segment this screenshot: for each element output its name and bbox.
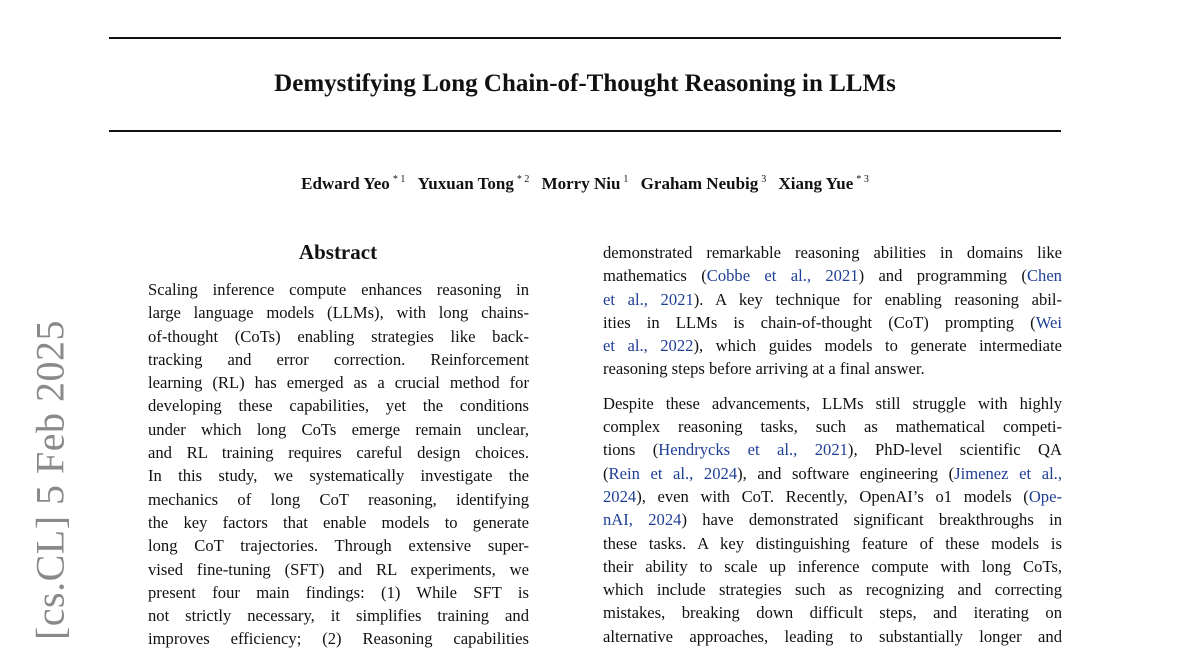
text-run: tions ( bbox=[603, 440, 659, 460]
author bbox=[779, 172, 869, 196]
abstract-line: tracking and error correction. Reinforcement bbox=[148, 349, 529, 369]
author-affiliation-marks: * 1 bbox=[392, 174, 406, 185]
abstract-line: of-thought (CoTs) enabling strategies like back- bbox=[148, 326, 529, 346]
citation-link[interactable]: 2024 bbox=[603, 486, 637, 506]
author-affiliation-marks: 3 bbox=[761, 174, 767, 185]
citation-link[interactable]: Cobbe et al., 2021 bbox=[706, 266, 859, 286]
abstract-line: large language models (LLMs), with long chains- bbox=[148, 303, 529, 323]
text-line: alternative approaches, leading to substantially longer and bbox=[603, 626, 1062, 646]
text-line bbox=[603, 334, 1062, 357]
text-line bbox=[603, 485, 1062, 508]
text-line bbox=[603, 462, 1062, 485]
abstract-line: Scaling inference compute enhances reasoning in bbox=[148, 280, 529, 299]
title-top-rule bbox=[109, 37, 1061, 39]
citation-link[interactable]: Wei bbox=[1035, 312, 1062, 332]
introduction-body bbox=[603, 241, 1062, 648]
abstract-line: under which long CoTs emerge remain unclear, bbox=[148, 419, 529, 439]
abstract-line: vised fine-tuning (SFT) and RL experiments, we bbox=[148, 559, 529, 579]
author-name: Edward Yeo bbox=[301, 174, 390, 193]
text-line: these tasks. A key distinguishing feature of these models is bbox=[603, 533, 1062, 553]
citation-link[interactable]: Jimenez et al., bbox=[954, 463, 1062, 483]
abstract-line: present four main findings: (1) While SFT is bbox=[148, 582, 529, 602]
text-run: ) and programming ( bbox=[858, 266, 1027, 286]
citation-link[interactable]: Rein et al., 2024 bbox=[608, 463, 738, 483]
abstract-line: mechanics of long CoT reasoning, identifying bbox=[148, 489, 529, 509]
text-line bbox=[603, 438, 1062, 461]
author-affiliation-marks: * 3 bbox=[856, 174, 869, 185]
text-run: ), PhD-level scientific QA bbox=[847, 440, 1063, 460]
title-bottom-rule bbox=[109, 130, 1061, 132]
text-line: which include strategies such as recognizing and correcting bbox=[603, 580, 1062, 600]
author-list bbox=[109, 172, 1061, 196]
author bbox=[301, 172, 405, 196]
abstract-line: learning (RL) has emerged as a crucial method for bbox=[148, 373, 529, 393]
citation-link[interactable]: Ope- bbox=[1028, 486, 1062, 506]
abstract-line: developing these capabilities, yet the conditions bbox=[148, 396, 529, 416]
text-run: ), and software engineering ( bbox=[737, 463, 955, 483]
text-line bbox=[603, 264, 1062, 287]
text-line bbox=[603, 508, 1062, 531]
abstract-line: long CoT trajectories. Through extensive super- bbox=[148, 536, 529, 556]
abstract-line: the key factors that enable models to generate bbox=[148, 512, 529, 532]
citation-link[interactable]: nAI, 2024 bbox=[603, 510, 682, 530]
abstract-line: In this study, we systematically investigate the bbox=[148, 466, 529, 486]
text-line bbox=[603, 288, 1062, 311]
abstract-line: improves efficiency; (2) Reasoning capabilities bbox=[148, 629, 529, 648]
abstract-line: not strictly necessary, it simplifies training and bbox=[148, 606, 529, 626]
author-name: Yuxuan Tong bbox=[417, 174, 514, 193]
author-name: Graham Neubig bbox=[640, 174, 759, 193]
citation-link[interactable]: Chen bbox=[1026, 266, 1062, 286]
author bbox=[641, 172, 767, 196]
text-run: ( bbox=[603, 463, 609, 483]
author-name: Xiang Yue bbox=[778, 174, 854, 193]
author-affiliation-marks: 1 bbox=[623, 174, 629, 185]
text-line: mistakes, breaking down difficult steps, and iterating on bbox=[603, 603, 1062, 623]
text-line: reasoning steps before arriving at a final answer. bbox=[603, 359, 925, 379]
abstract-line: and RL training requires careful design choices. bbox=[148, 443, 529, 463]
citation-link[interactable]: et al., 2021 bbox=[603, 289, 694, 309]
text-line: Despite these advancements, LLMs still struggle with highly bbox=[603, 393, 1062, 413]
citation-link[interactable]: et al., 2022 bbox=[603, 336, 694, 356]
abstract-heading: Abstract bbox=[298, 240, 378, 264]
text-run: ) have demonstrated significant breakthroughs in bbox=[681, 510, 1062, 530]
author bbox=[418, 172, 530, 196]
author-affiliation-marks: * 2 bbox=[516, 174, 530, 185]
paragraph bbox=[603, 392, 1062, 648]
author bbox=[542, 172, 629, 196]
text-line: demonstrated remarkable reasoning abilities in domains like bbox=[603, 243, 1062, 262]
text-run: ities in LLMs is chain-of-thought (CoT) prompting ( bbox=[603, 312, 1036, 332]
text-line bbox=[603, 311, 1062, 334]
abstract-body bbox=[148, 278, 529, 648]
citation-link[interactable]: Hendrycks et al., 2021 bbox=[658, 440, 848, 460]
text-run: ), which guides models to generate intermediate bbox=[693, 336, 1062, 356]
text-run: mathematics ( bbox=[603, 266, 707, 286]
paragraph bbox=[603, 241, 1062, 381]
text-run: ), even with CoT. Recently, OpenAI’s o1 models ( bbox=[636, 486, 1029, 506]
paper-title: Demystifying Long Chain-of-Thought Reasoning in LLMs bbox=[274, 70, 896, 97]
text-line: their ability to scale up inference compute with long CoTs, bbox=[603, 556, 1062, 576]
text-run: ). A key technique for enabling reasoning abil- bbox=[693, 289, 1063, 309]
text-line: complex reasoning tasks, such as mathematical competi- bbox=[603, 417, 1062, 437]
arxiv-side-stamp: [cs.CL] 5 Feb 2025 bbox=[27, 319, 73, 641]
author-name: Morry Niu bbox=[541, 174, 621, 193]
